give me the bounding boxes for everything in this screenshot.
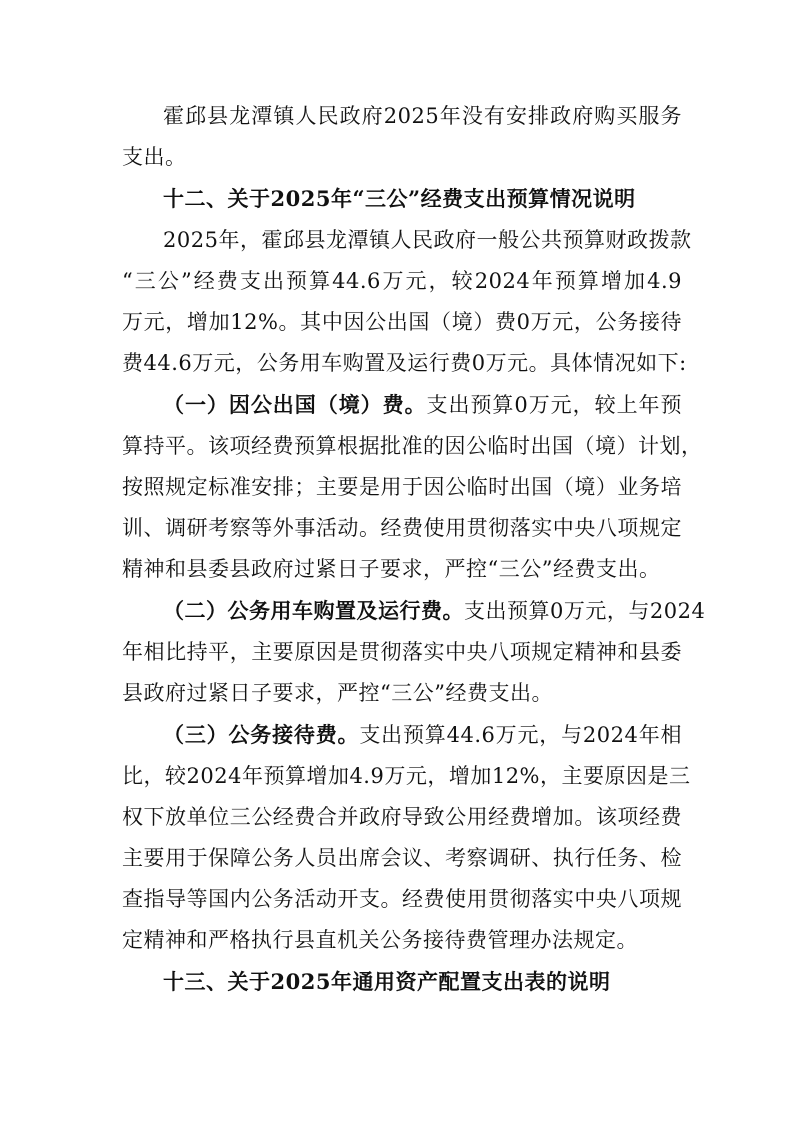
subheading-2: （二）公务用车购置及运行费。 [163, 598, 464, 623]
paragraph-line: 县政府过紧日子要求，严控“三公”经费支出。 [122, 681, 553, 705]
paragraph-line [163, 593, 706, 629]
paragraph-line: 算持平。该项经费预算根据批准的因公临时出国（境）计划， [122, 434, 703, 458]
paragraph-text: 支出预算0万元，与2024 [464, 599, 706, 623]
paragraph-line: 查指导等国内公务活动开支。经费使用贯彻落实中央八项规 [122, 887, 682, 911]
paragraph-line: 比，较2024年预算增加4.9万元，增加12%，主要原因是三 [122, 764, 691, 788]
paragraph-line [163, 387, 682, 423]
subheading-1: （一）因公出国（境）费。 [163, 392, 427, 417]
paragraph-line: 精神和县委县政府过紧日子要求，严控“三公”经费支出。 [122, 557, 661, 581]
paragraph-line: “三公”经费支出预算44.6万元，较2024年预算增加4.9 [122, 269, 682, 293]
section-heading-13: 十三、关于2025年通用资产配置支出表的说明 [163, 969, 611, 994]
paragraph-line: 训、调研考察等外事活动。经费使用贯彻落实中央八项规定 [122, 516, 682, 540]
paragraph-line: 万元，增加12%。其中因公出国（境）费0万元，公务接待 [122, 310, 682, 334]
paragraph-line: 2025年，霍邱县龙潭镇人民政府一般公共预算财政拨款 [163, 228, 692, 252]
paragraph-text: 支出预算44.6万元，与2024年相 [359, 723, 683, 747]
paragraph-line: 年相比持平，主要原因是贯彻落实中央八项规定精神和县委 [122, 640, 682, 664]
paragraph-line: 霍邱县龙潭镇人民政府2025年没有安排政府购买服务 [163, 104, 682, 128]
paragraph-line: 权下放单位三公经费合并政府导致公用经费增加。该项经费 [122, 805, 682, 829]
subheading-3: （三）公务接待费。 [163, 722, 360, 747]
paragraph-line: 费44.6万元，公务用车购置及运行费0万元。具体情况如下: [122, 351, 687, 375]
paragraph-line: 主要用于保障公务人员出席会议、考察调研、执行任务、检 [122, 846, 682, 870]
paragraph-line: 定精神和严格执行县直机关公务接待费管理办法规定。 [122, 928, 638, 952]
paragraph-line [163, 717, 682, 753]
section-heading-12: 十二、关于2025年“三公”经费支出预算情况说明 [163, 186, 636, 211]
paragraph-line: 支出。 [122, 145, 187, 169]
paragraph-text: 支出预算0万元，较上年预 [426, 393, 682, 417]
paragraph-line: 按照规定标准安排；主要是用于因公临时出国（境）业务培 [122, 475, 682, 499]
